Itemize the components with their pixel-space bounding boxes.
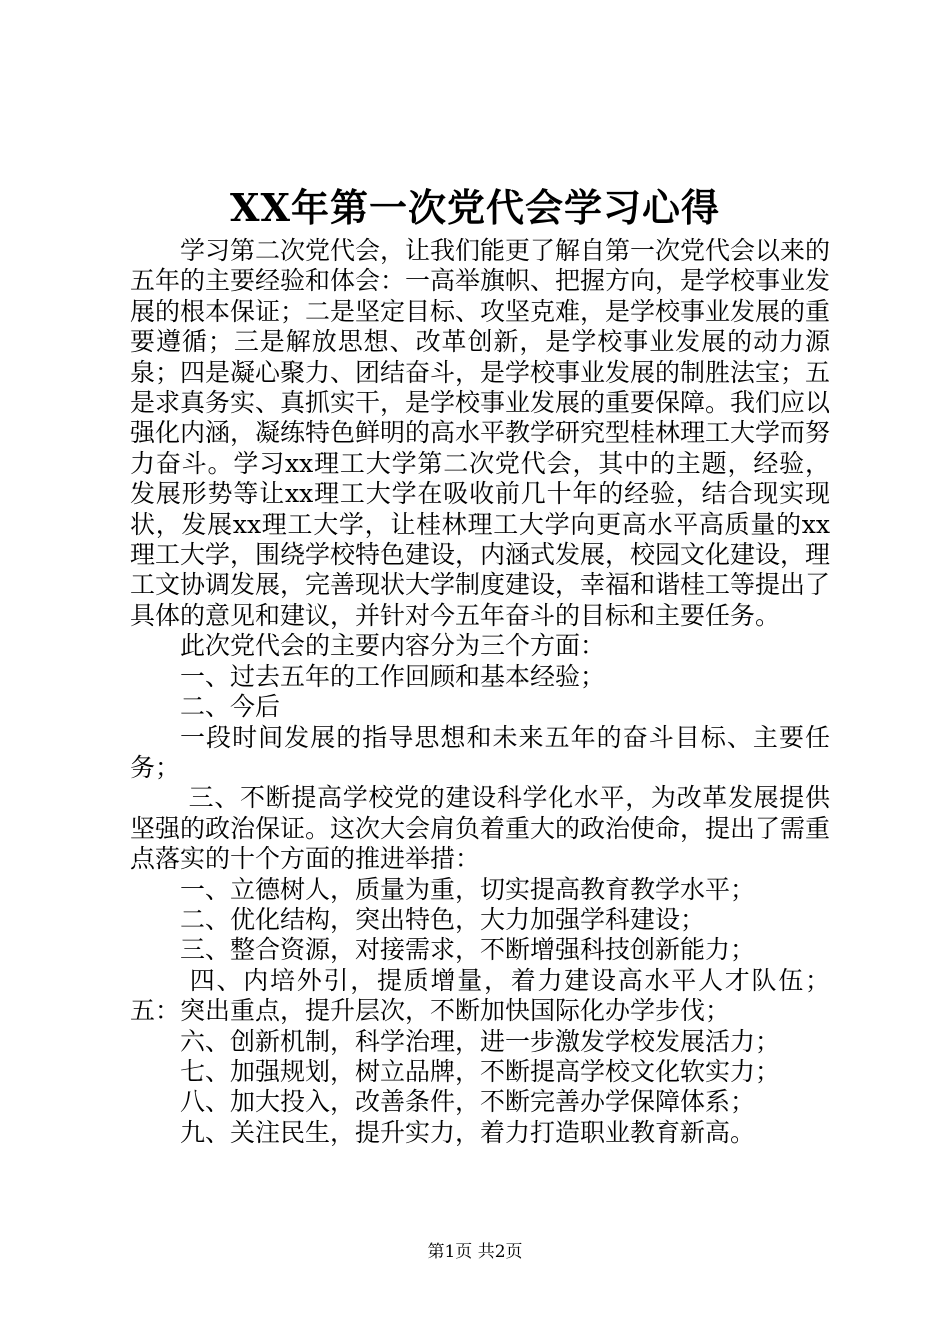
paragraph-item-2-continued: 一段时间发展的指导思想和未来五年的奋斗目标、主要任务； (130, 722, 830, 782)
paragraph-content-overview: 此次党代会的主要内容分为三个方面： (180, 631, 606, 661)
paragraph-item-2: 二、今后 (180, 692, 281, 722)
paragraph-measure-1: 一、立德树人，质量为重，切实提高教育教学水平； (180, 874, 756, 904)
paragraph-intro: 学习第二次党代会，让我们能更了解自第一次党代会以来的五年的主要经验和体会：一高举旗帜、把握方向，是学校事业发展的根本保证；二是坚定目标、攻坚克难，是学校事业发展的重要遵循；三是解放思想、改革创新，是学校事业发展的动力源泉；四是凝心聚力、团结奋斗，是学校事业发展的制胜法宝；五是求真务实、真抓实干，是学校事业发展的重要保障。我们应以强化内涵，凝练特色鲜明的高水平教学研究型桂林理工大学而努力奋斗。学习xx理工大学第二次党代会，其中的主题，经验，发展形势等让xx理工大学在吸收前几十年的经验，结合现实现状，发展xx理工大学，让桂林理工大学向更高水平高质量的xx理工大学，围绕学校特色建设，内涵式发展，校园文化建设，理工文协调发展，完善现状大学制度建设，幸福和谐桂工等提出了具体的意见和建议，并针对今五年奋斗的目标和主要任务。 (130, 236, 831, 630)
paragraph-measure-2: 二、优化结构，突出特色，大力加强学科建设； (180, 904, 706, 934)
document-body (130, 236, 830, 1148)
paragraph-measure-8: 八、加大投入，改善条件，不断完善办学保障体系； (180, 1087, 756, 1117)
paragraph-measure-7: 七、加强规划，树立品牌，不断提高学校文化软实力； (180, 1056, 781, 1086)
paragraph-measure-4-5: 四、内培外引，提质增量，着力建设高水平人才队伍；五：突出重点，提升层次，不断加快国际化办学步伐； (130, 965, 830, 1026)
paragraph-item-3: 三、不断提高学校党的建设科学化水平，为改革发展提供坚强的政治保证。这次大会肩负着重大的政治使命，提出了需重点落实的十个方面的推进举措： (130, 783, 831, 874)
paragraph-measure-6: 六、创新机制，科学治理，进一步激发学校发展活力； (180, 1026, 781, 1056)
page-footer: 第1页 共2页 (427, 1242, 523, 1262)
paragraph-measure-3: 三、整合资源，对接需求，不断增强科技创新能力； (180, 935, 756, 965)
paragraph-measure-9: 九、关注民生，提升实力，着力打造职业教育新高。 (180, 1117, 756, 1147)
document-title: XX年第一次党代会学习心得 (230, 185, 720, 230)
paragraph-item-1: 一、过去五年的工作回顾和基本经验； (180, 661, 606, 691)
